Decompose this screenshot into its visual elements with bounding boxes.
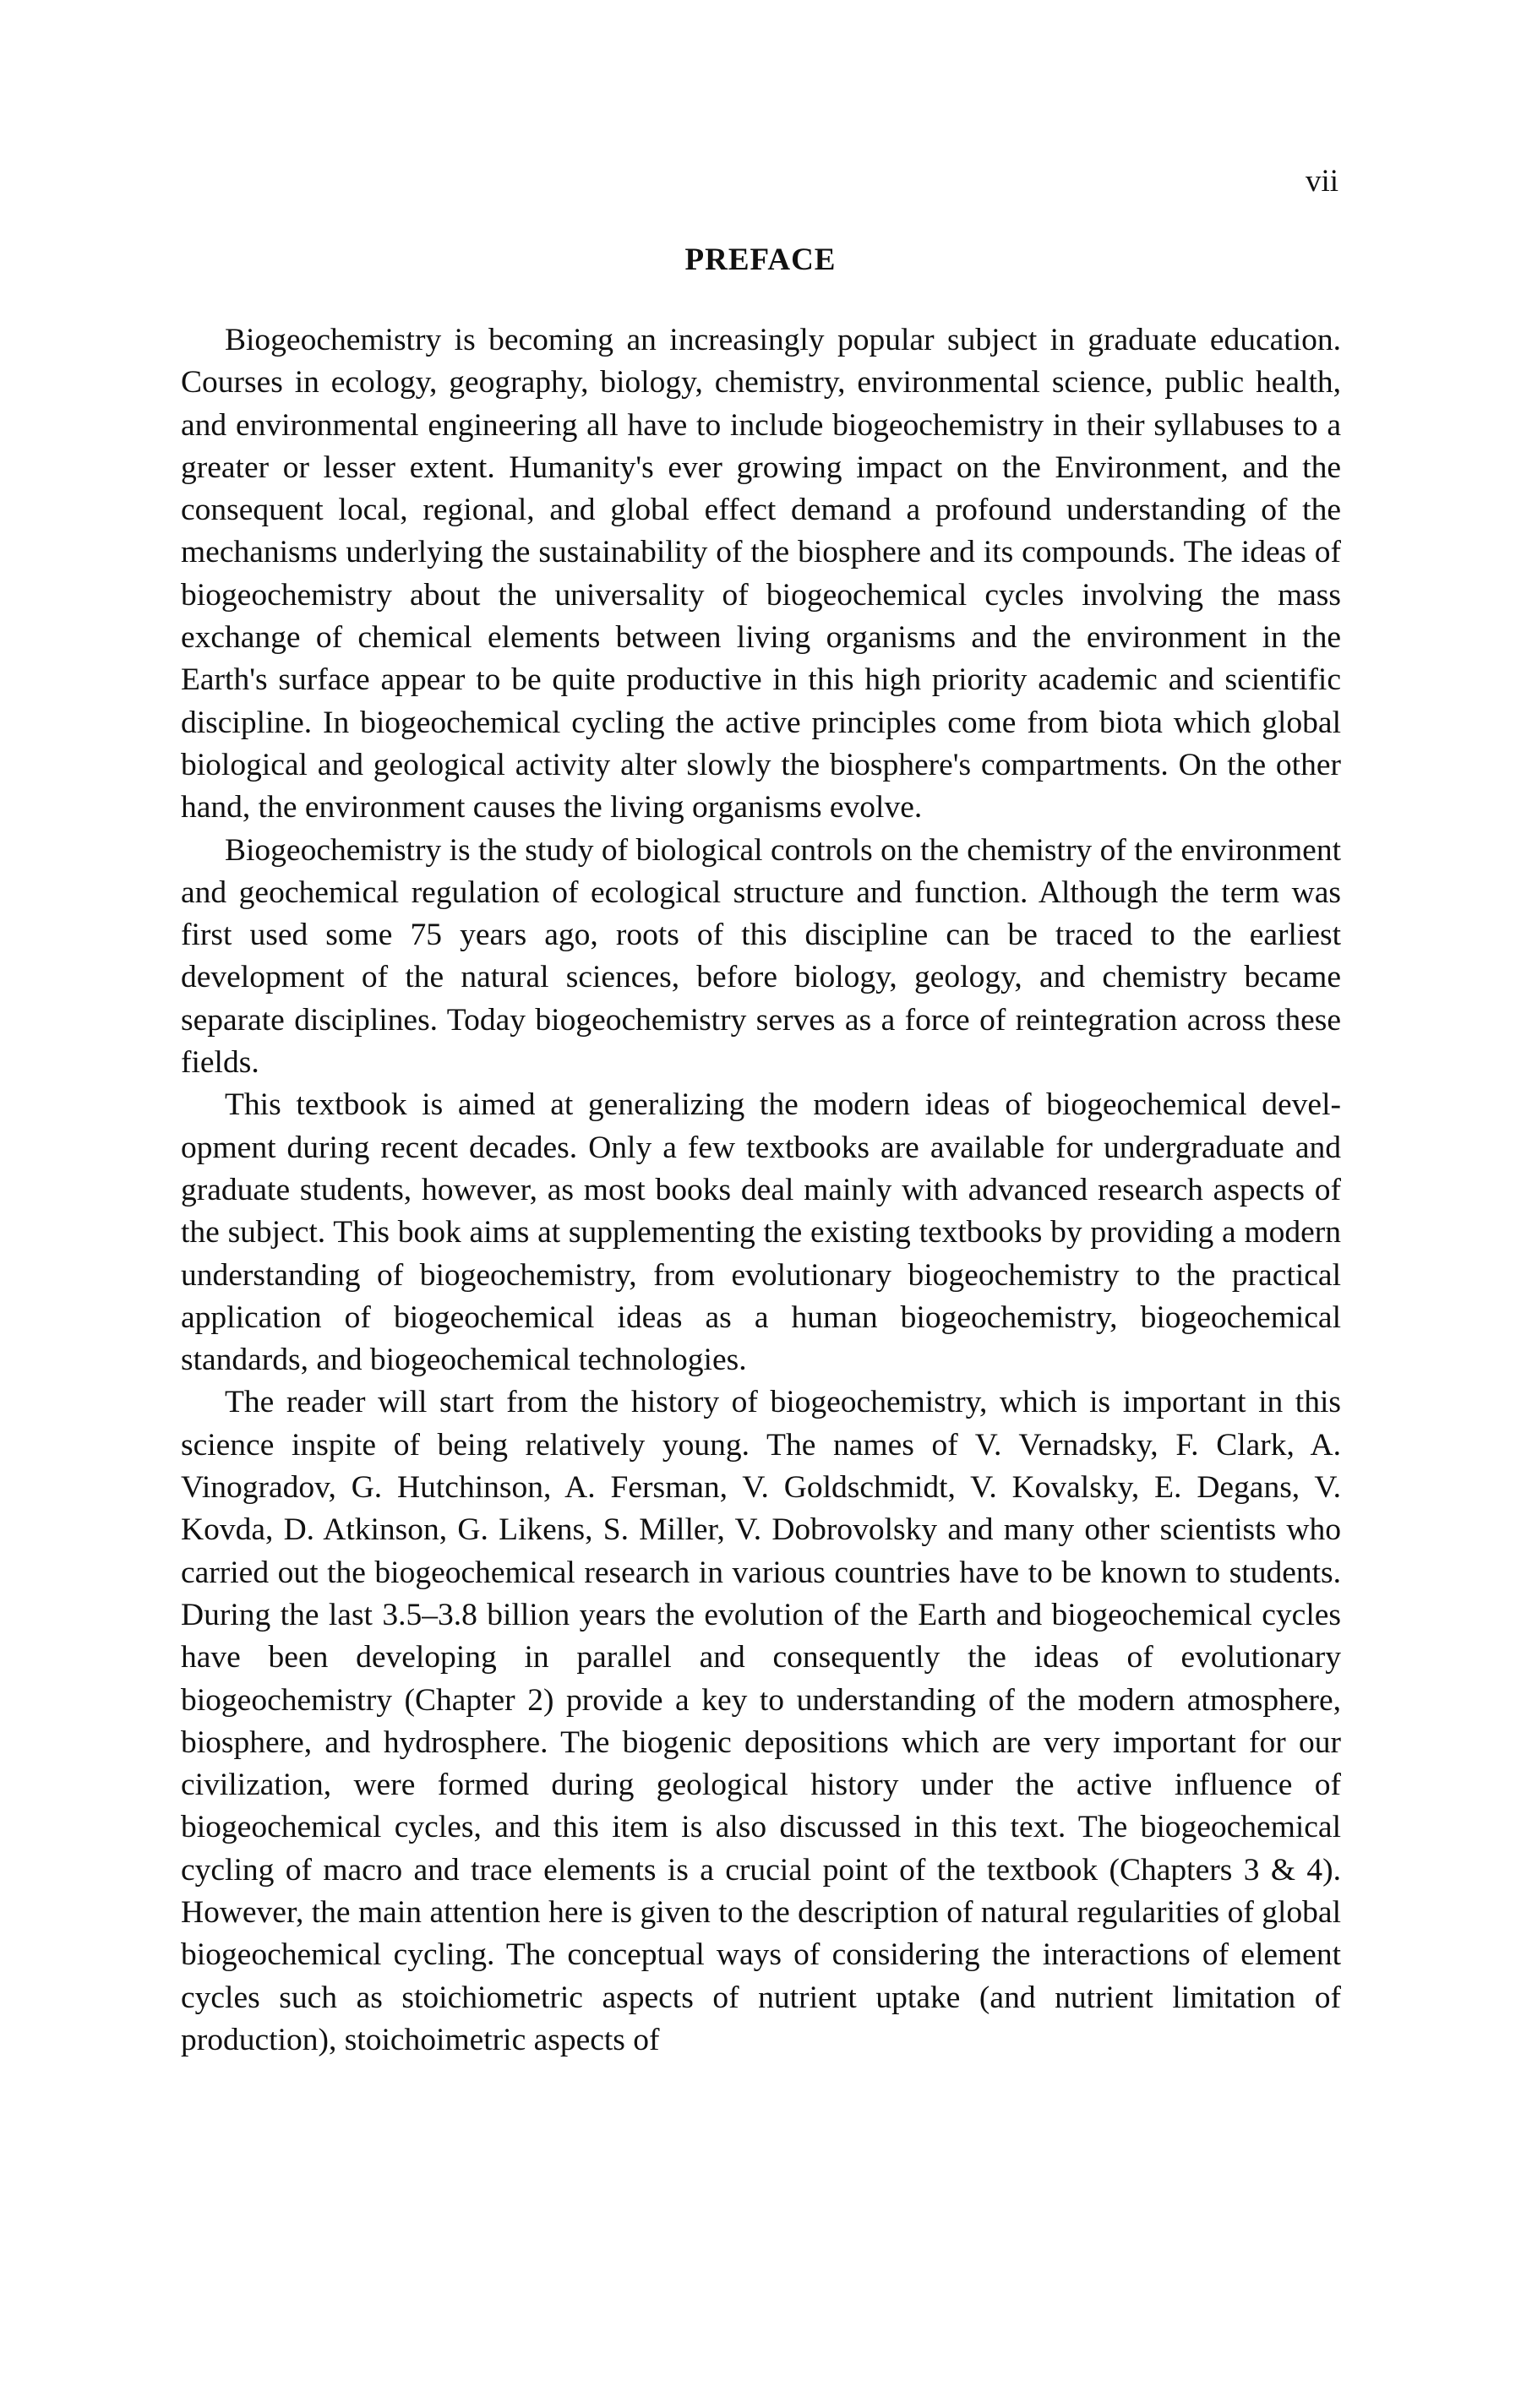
preface-body — [181, 319, 1341, 2062]
paragraph: This textbook is aimed at generalizing the modern ideas of biogeochemical development during recent decades. Only a few textbooks are available for undergraduate and graduate students, however, as most books deal mainly with advanced research aspects of the subject. This book aims at supplementing the existing textbooks by providing a modern understanding of biogeochemistry, from evolutionary biogeochemistry to the practical application of biogeochemical ideas as a human biogeochemistry, biogeochemical standards, and biogeochemical technologies. — [181, 1087, 1341, 1378]
page-number: vii — [1305, 164, 1338, 199]
paragraph: Biogeochemistry is becoming an increasingly popular subject in graduate education. Courses in ecology, geography, biology, chemistry, environmental science, public health, and environmental engineering all have to include biogeochemistry in their syllabuses to a greater or lesser extent. Humanity's ever growing impact on the Environment, and the consequent local, regional, and global effect demand a profound understanding of the mechanisms underlying the sustainability of the biosphere and its compounds. The ideas of biogeochemistry about the universality of biogeochemical cycles involving the mass exchange of chemical elements between living organisms and the environment in the Earth's surface appear to be quite productive in this high priority academic and scientific discipline. In biogeochemical cycling the active principles come from biota which global biological and geological activity alter slowly the biosphere's compartments. On the other hand, the environment causes the living organisms evolve. — [181, 323, 1341, 825]
paragraph: Biogeochemistry is the study of biological controls on the chemistry of the environment and geochemical regulation of ecological structure and function. Although the term was first used some 75 years ago, roots of this discipline can be traced to the earliest development of the natural sciences, before biology, geology, and chemistry became separate disciplines. Today biogeochemistry serves as a force of reintegration across these fields. — [181, 832, 1341, 1081]
paragraph: The reader will start from the history of biogeochemistry, which is important in this science inspite of being relatively young. The names of V. Vernadsky, F. Clark, A. Vinogradov, G. Hutchinson, A. Fersman, V. Goldschmidt, V. Kovalsky, E. Degans, V. Kovda, D. Atkinson, G. Likens, S. Miller, V. Dobrovolsky and many other scientists who carried out the biogeochemical research in various countries have to be known to students. During the last 3.5–3.8 billion years the evolution of the Earth and biogeochemical cycles have been developing in parallel and consequently the ideas of evolutionary biogeochemistry (Chapter 2) provide a key to understanding of the modern atmosphere, biosphere, and hydrosphere. The biogenic depositions which are very important for our civilization, were formed during geological history under the active influence of biogeochemical cycles, and this item is also discussed in this text. The biogeochemical cycling of macro and trace elements is a crucial point of the textbook (Chapters 3 & 4). However, the main attention here is given to the description of natural regularities of global biogeochemical cycling. The conceptual ways of considering the interactions of element cycles such as stoichiometric aspects of nutrient uptake (and nutrient limitation of production), stoichoimetric aspects of — [181, 1385, 1341, 2057]
page-title: PREFACE — [684, 242, 837, 277]
